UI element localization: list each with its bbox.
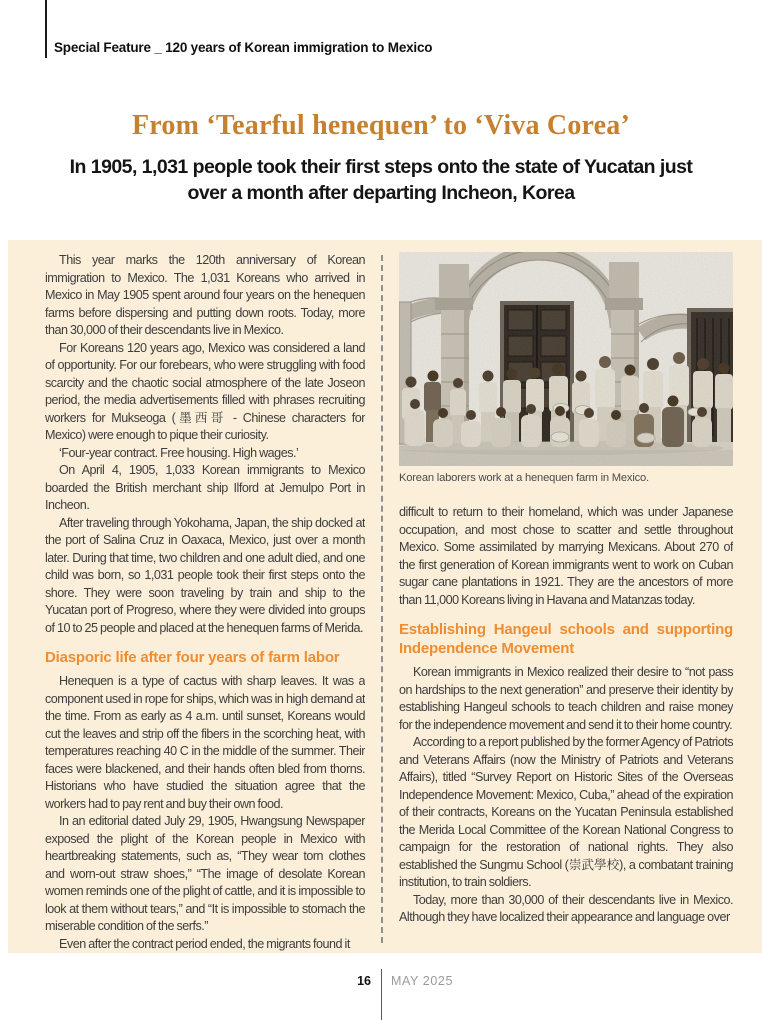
right-column (399, 252, 733, 952)
photo-caption: Korean laborers work at a henequen farm in Mexico. (399, 472, 649, 484)
body-paragraph: Henequen is a type of cactus with sharp leaves. It was a component used in rope for ships, which was in high demand at the time. From as early as 4 a.m. until sunset, Koreans would cut the leaves and strip off the fibers in the scorching heat, with temperatures reaching 40 C in the middle of the summer. Their faces were blackened, and their hands often bled from thorns. Historians who have studied the situation agree that the workers had to pay rent and buy their own food. (45, 674, 365, 811)
footer-rule (381, 969, 382, 1020)
body-paragraph: According to a report published by the former Agency of Patriots and Veterans Affairs (now the Ministry of Patriots and Veterans Affairs), titled “Survey Report on Historic Sites of the Overseas Independence Movement: Mexico, Cuba,” ahead of the expiration of their contracts, Koreans on the Yucatan Peninsula established the Merida Local Committee of the Korean National Congress to campaign for the restoration of national rights. They also established the Sungmu School (崇武學校), a combatant training institution, to train soldiers. (399, 735, 733, 889)
column-divider (381, 255, 383, 943)
issue-date: MAY 2025 (391, 974, 454, 988)
section-heading-diasporic-life: Diasporic life after four years of farm labor (45, 649, 340, 666)
body-paragraph: For Koreans 120 years ago, Mexico was considered a land of opportunity. For our forebears, who were struggling with food scarcity and the chaotic social atmosphere of the late Joseon period, the media advertisements filled with phrases recruiting workers for Mukseoga (墨西哥 - Chinese characters for Mexico) were enough to pique their curiosity. (45, 340, 365, 442)
body-paragraph: difficult to return to their homeland, which was under Japanese occupation, and most chose to scatter and settle throughout Mexico. Some assimilated by marrying Mexicans. About 270 of the first generation of Korean immigrants went to work on Cuban sugar cane plantations in 1921. They are the ancestors of more than 11,000 Koreans living in Havana and Matanzas today. (399, 505, 733, 607)
left-column (45, 252, 365, 952)
body-paragraph: Korean immigrants in Mexico realized their desire to “not pass on hardships to the next generation” and preserve their identity by establishing Hangeul schools to teach children and raise money for the independence movement and send it to their home country. (399, 665, 733, 732)
kicker-rule (45, 0, 47, 58)
body-paragraph: In an editorial dated July 29, 1905, Hwangsung Newspaper exposed the plight of the Korean people in Mexico with heartbreaking statements, such as, “They wear torn clothes and worn-out straw shoes,” “The image of desolate Korean women reminds one of the plight of cattle, and it is impossible to look at them without tears,” and “It is impossible to stomach the miserable condition of the serfs.” (45, 814, 365, 933)
page-number: 16 (357, 974, 371, 988)
body-paragraph: This year marks the 120th anniversary of Korean immigration to Mexico. The 1,031 Koreans who arrived in Mexico in May 1905 spent around four years on the henequen farms before dispersing and putting down roots. Today, more than 30,000 of their descendants live in Mexico. (45, 253, 365, 337)
body-paragraph: Even after the contract period ended, the migrants found it (59, 936, 350, 951)
section-heading-hangeul-schools: Establishing Hangeul schools and supporting Independence Movement (399, 621, 733, 657)
body-paragraph: After traveling through Yokohama, Japan, the ship docked at the port of Salina Cruz in Oaxaca, Mexico, just over a month later. During that time, two children and one adult died, and one child was born, so 1,031 people took their first steps onto the shore. They were soon traveling by train and ship to the Yucatan port of Progreso, where they were divided into groups of 10 to 25 people and placed at the henequen farms of Merida. (45, 515, 365, 635)
page-subtitle: In 1905, 1,031 people took their first steps onto the state of Yucatan just over a month after departing Incheon, Korea (69, 156, 693, 204)
henequen-farm-photo (399, 252, 733, 466)
photo-figure (399, 252, 733, 484)
body-paragraph: Today, more than 30,000 of their descendants live in Mexico. Although they have localized their appearance and language over (399, 892, 733, 924)
body-paragraph: ‘Four-year contract. Free housing. High wages.’ (59, 445, 299, 460)
body-paragraph: On April 4, 1905, 1,033 Korean immigrants to Mexico boarded the British merchant ship Ilford at Jemulpo Port in Incheon. (45, 463, 365, 512)
kicker: Special Feature _ 120 years of Korean immigration to Mexico (54, 40, 433, 55)
page-title: From ‘Tearful henequen’ to ‘Viva Corea’ (131, 110, 630, 141)
